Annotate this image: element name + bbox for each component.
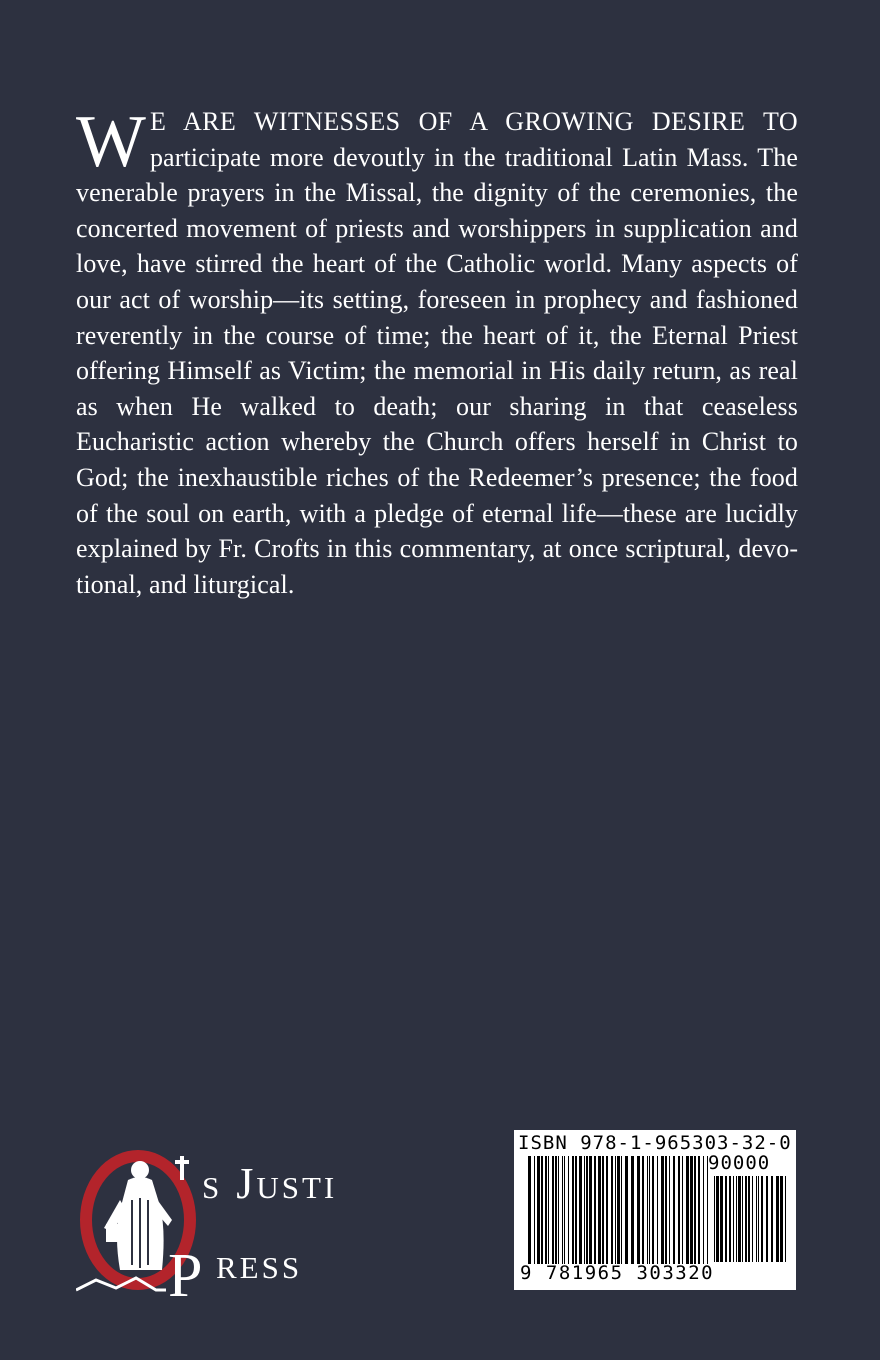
- addon-barcode-bars: [714, 1176, 790, 1284]
- barcode-bar: [649, 1156, 650, 1264]
- barcode-bar: [736, 1176, 737, 1262]
- barcode-bar: [690, 1156, 693, 1264]
- barcode-bar: [586, 1156, 588, 1264]
- blurb-opening: E ARE WITNESSES OF A GROWING DESIRE TO: [149, 107, 798, 136]
- barcode-bar: [602, 1156, 604, 1264]
- barcode-bar: [771, 1176, 773, 1262]
- barcode-bar: [678, 1156, 680, 1264]
- barcode-bar: [572, 1156, 574, 1264]
- barcode-bar: [606, 1156, 608, 1264]
- barcode-bar: [729, 1176, 731, 1262]
- barcode-bar: [738, 1176, 741, 1262]
- publisher-name-line1: s Justi: [202, 1159, 338, 1208]
- barcode-bar: [761, 1176, 763, 1262]
- barcode-bar: [669, 1156, 670, 1264]
- barcode-bar: [545, 1156, 547, 1264]
- publisher-logo: [76, 1140, 396, 1300]
- barcode-bar: [625, 1156, 628, 1264]
- barcode-bar: [589, 1156, 592, 1264]
- barcode-bar: [568, 1156, 569, 1264]
- barcode-bar: [682, 1156, 683, 1264]
- barcode-bar: [615, 1156, 616, 1264]
- back-cover-blurb: [76, 101, 798, 602]
- blurb-body: participate more devoutly in the traditional Latin Mass. The venerable prayers in the Missal, the dignity of the ceremonies, the concerted movement of priests and worshippers in supplication and love, have stirred the heart of the Catholic world. Many aspects of our act of worship—its setting, foreseen in prophecy and fashioned reverently in the course of time; the heart of it, the Eternal Priest offering Himself as Victim; the memorial in His daily return, as real as when He walked to death; our sharing in that ceaseless Eucharistic action whereby the Church offers herself in Christ to God; the inexhaustible riches of the Redeemer’s presence; the food of the soul on earth, with a pledge of eternal life—these are lucidly explained by Fr. Crofts in this commentary, at once scriptural, devotional, and liturgical.: [76, 142, 798, 599]
- barcode-bar: [541, 1156, 543, 1264]
- barcode-bar: [780, 1176, 783, 1262]
- barcode-bar: [733, 1176, 734, 1262]
- barcode-bar: [617, 1156, 620, 1264]
- barcode-bar: [631, 1156, 634, 1264]
- barcode-bar: [714, 1176, 715, 1262]
- barcode-bar: [716, 1176, 719, 1262]
- barcode-bar: [758, 1176, 759, 1262]
- barcode-bar: [528, 1156, 531, 1264]
- barcode-bar: [673, 1156, 675, 1264]
- isbn-label: ISBN 978-1-965303-32-0: [518, 1132, 792, 1154]
- barcode-bar: [537, 1156, 540, 1264]
- barcode-bar: [611, 1156, 613, 1264]
- barcode-bar: [558, 1156, 559, 1264]
- ean-digits: 9 781965 303320: [520, 1262, 715, 1284]
- barcode-bar: [725, 1176, 727, 1262]
- barcode-bar: [720, 1176, 723, 1262]
- barcode-bar: [694, 1156, 696, 1264]
- barcode-bar: [703, 1156, 704, 1264]
- barcode-bar: [745, 1176, 747, 1262]
- barcode-bar: [661, 1156, 664, 1264]
- barcode-bar: [598, 1156, 601, 1264]
- barcode-bar: [584, 1156, 585, 1264]
- barcode-bar: [752, 1176, 753, 1262]
- barcode-bar: [555, 1156, 557, 1264]
- barcode-bar: [742, 1176, 743, 1262]
- barcode-bar: [776, 1176, 779, 1262]
- barcode-bar: [594, 1156, 596, 1264]
- isbn-barcode: [514, 1130, 796, 1290]
- ean-barcode-bars: [528, 1156, 710, 1264]
- barcode-bar: [637, 1156, 640, 1264]
- barcode-bar: [686, 1156, 689, 1264]
- barcode-bar: [657, 1156, 658, 1264]
- barcode-bar: [652, 1156, 654, 1264]
- barcode-bar: [698, 1156, 700, 1264]
- barcode-bar: [707, 1156, 708, 1264]
- price-code: 90000: [708, 1152, 771, 1174]
- barcode-bar: [621, 1156, 622, 1264]
- barcode-bar: [647, 1156, 648, 1264]
- svg-text:P: P: [168, 1242, 203, 1300]
- barcode-bar: [766, 1176, 768, 1262]
- barcode-bar: [785, 1176, 786, 1262]
- barcode-bar: [548, 1156, 549, 1264]
- barcode-bar: [552, 1156, 554, 1264]
- barcode-bar: [756, 1176, 757, 1262]
- barcode-bar: [562, 1156, 563, 1264]
- barcode-bar: [534, 1156, 535, 1264]
- barcode-bar: [748, 1176, 750, 1262]
- barcode-bar: [579, 1156, 582, 1264]
- publisher-name-line2: ress: [216, 1239, 303, 1288]
- barcode-bar: [564, 1156, 565, 1264]
- drop-cap: W: [76, 101, 146, 183]
- barcode-bar: [665, 1156, 667, 1264]
- barcode-bar: [642, 1156, 644, 1264]
- barcode-bar: [575, 1156, 577, 1264]
